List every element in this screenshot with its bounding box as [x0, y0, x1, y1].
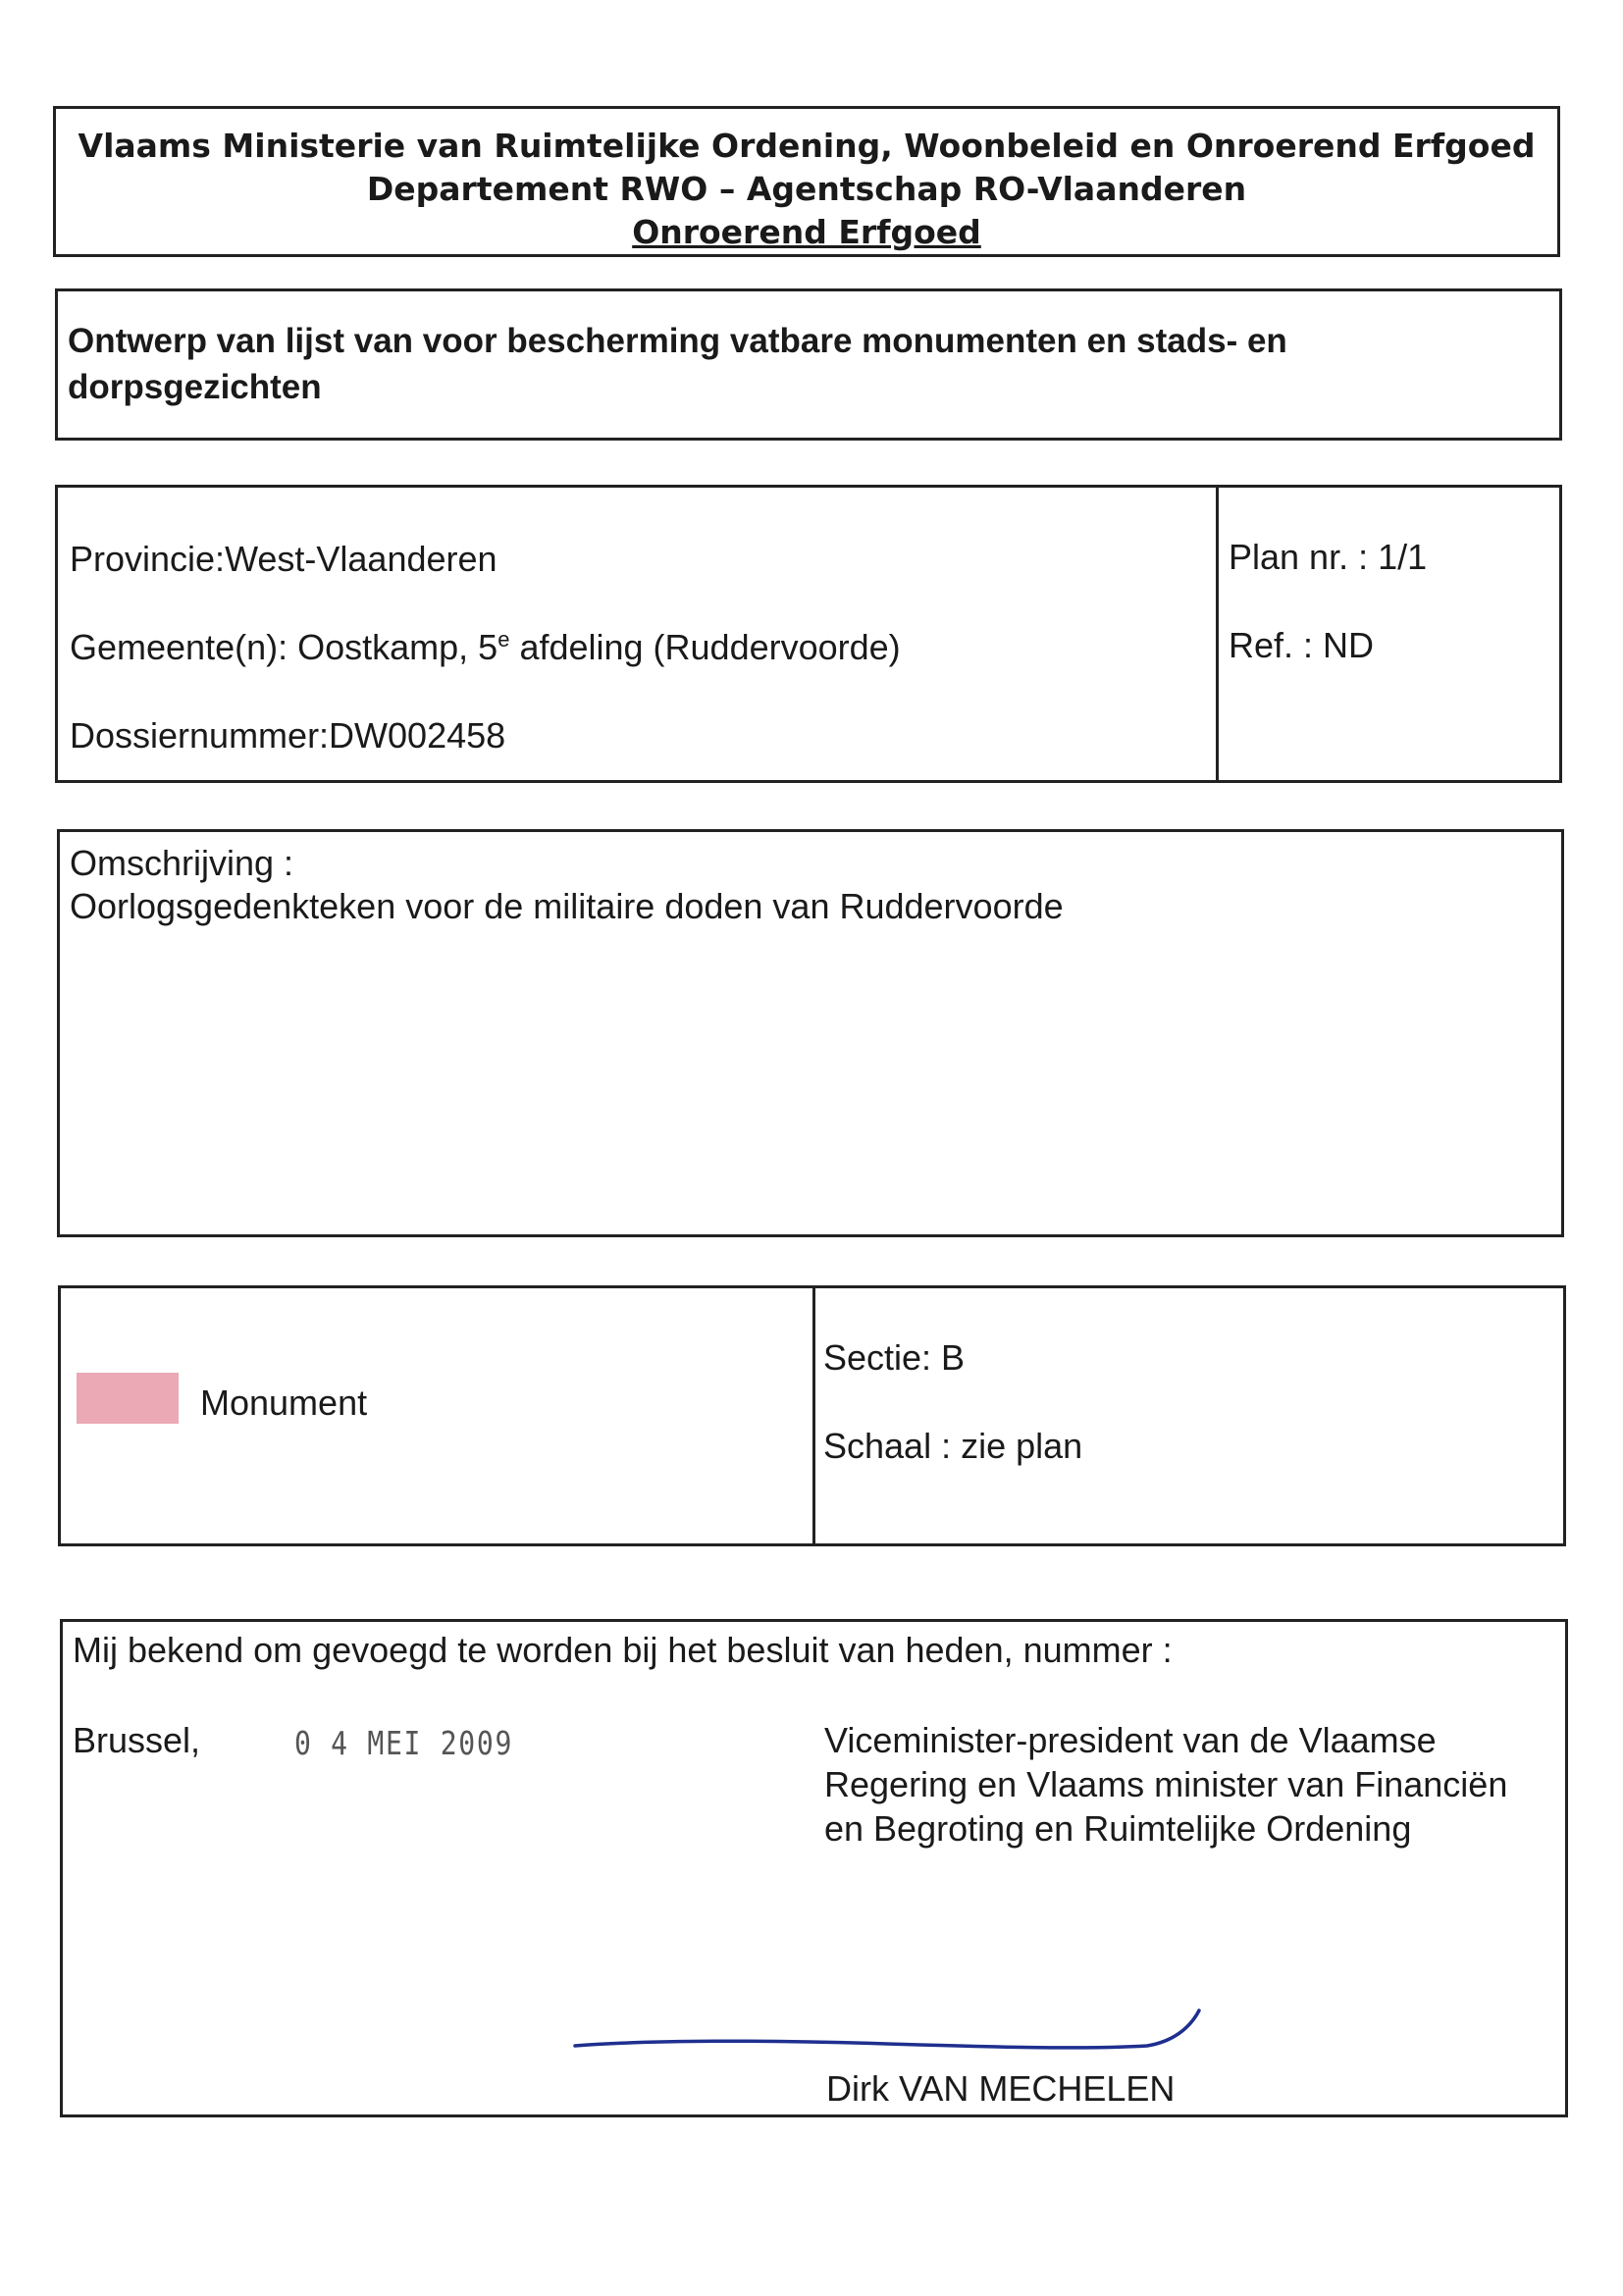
legend-box [58, 1285, 815, 1546]
provincie-field: Provincie:West-Vlaanderen [70, 539, 497, 579]
gemeente-superscript: e [497, 627, 510, 652]
signature-intro: Mij bekend om gevoegd te worden bij het besluit van heden, nummer : [73, 1630, 1173, 1670]
location-box [55, 485, 1219, 783]
signatory-name: Dirk VAN MECHELEN [826, 2068, 1176, 2109]
ministry-header [53, 106, 1560, 257]
description-text: Oorlogsgedenkteken voor de militaire doden van Ruddervoorde [70, 886, 1064, 926]
place: Brussel, [73, 1720, 201, 1760]
gemeente-prefix: Gemeente(n): Oostkamp, 5 [70, 627, 498, 667]
monument-swatch [77, 1373, 179, 1424]
minister-role: Viceminister-president van de Vlaamse Regering en Vlaams minister van Financiën en Begroting en Ruimtelijke Ordening [824, 1720, 1508, 1849]
description-box [57, 829, 1564, 1237]
sectie-field: Sectie: B [823, 1337, 966, 1378]
ministry-name: Vlaams Ministerie van Ruimtelijke Ordening, Woonbeleid en Onroerend Erfgoed [78, 127, 1536, 165]
dossier-field: Dossiernummer:DW002458 [70, 715, 506, 756]
signature-box [60, 1619, 1568, 2117]
section-box [812, 1285, 1566, 1546]
legend-label: Monument [200, 1383, 368, 1423]
plan-number: Plan nr. : 1/1 [1229, 537, 1428, 577]
gemeente-suffix: afdeling (Ruddervoorde) [509, 627, 901, 667]
title-line-2: dorpsgezichten [68, 368, 322, 406]
plan-box [1216, 485, 1562, 783]
department-name: Departement RWO – Agentschap RO-Vlaanderen [366, 170, 1247, 208]
agency-name: Onroerend Erfgoed [632, 213, 981, 251]
signature-scribble [573, 1985, 1221, 2063]
title-line-1: Ontwerp van lijst van voor bescherming vatbare monumenten en stads- en [68, 322, 1287, 360]
description-label: Omschrijving : [70, 843, 294, 883]
reference: Ref. : ND [1229, 625, 1375, 665]
schaal-field: Schaal : zie plan [823, 1426, 1083, 1466]
date-stamp: 0 4 MEI 2009 [294, 1724, 514, 1762]
gemeente-field [70, 627, 901, 668]
document-title [55, 288, 1562, 441]
